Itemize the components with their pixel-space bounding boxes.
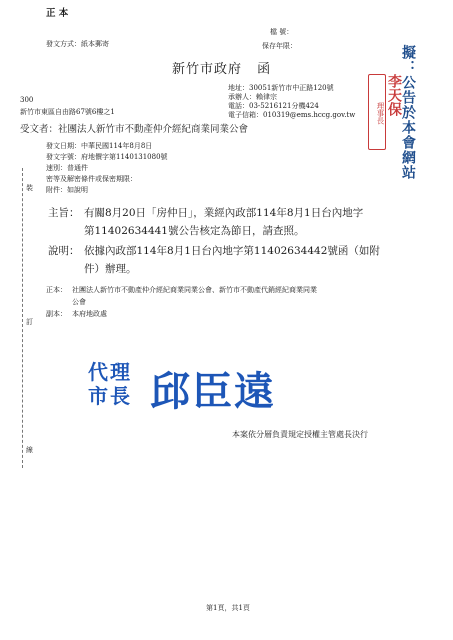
signature-role-top: 代理 xyxy=(88,360,132,384)
signature-name: 邱臣遠 xyxy=(150,369,276,415)
contact-handler: 承辦人：賴律宗 xyxy=(228,93,277,101)
retention-label: 保存年限： xyxy=(262,42,297,50)
explanation-line-2: 件）辦理。 xyxy=(84,263,137,275)
secondary-copy-value: 本府地政處 xyxy=(72,310,107,318)
secondary-copy-label: 副本： xyxy=(46,310,67,318)
page-indicator: 第1頁，共1頁 xyxy=(206,604,250,612)
contact-address: 地址：30051新竹市中正路120號 xyxy=(228,84,334,92)
recipient-zip: 300 xyxy=(20,96,34,104)
contact-email: 電子信箱：010319@ems.hccg.gov.tw xyxy=(228,111,356,119)
binding-mark-xian: 線 xyxy=(26,446,33,454)
org-name: 新竹市政府 xyxy=(172,62,243,77)
recipient-name: 社團法人新竹市不動產仲介經紀商業同業公會 xyxy=(58,124,249,135)
secrecy: 密等及解密條件或保密期限： xyxy=(46,175,137,183)
doc-type: 函 xyxy=(257,62,272,77)
explanation-label: 說明： xyxy=(48,245,80,257)
authorization-note: 本案依分層負責規定授權主管處長決行 xyxy=(232,430,368,439)
binding-mark-zhuang: 裝 xyxy=(26,184,33,192)
attachment: 附件：如說明 xyxy=(46,186,88,194)
recipient-label: 受文者： xyxy=(20,124,59,135)
speed: 速別：普通件 xyxy=(46,164,88,172)
binding-line xyxy=(22,168,23,468)
org-title xyxy=(172,58,271,77)
signature-role-bottom: 市長 xyxy=(88,384,132,408)
issue-number: 發文字號：府地價字第1140131080號 xyxy=(46,153,168,161)
issue-date: 發文日期：中華民國114年8月8日 xyxy=(46,142,153,150)
main-copy-label: 正本： xyxy=(46,286,67,294)
file-number-label: 檔 號： xyxy=(270,28,294,36)
subject-label: 主旨： xyxy=(48,207,80,219)
explanation-line-1: 依據內政部114年8月1日台內地字第11402634442號函（如附 xyxy=(84,245,380,257)
recipient-street: 新竹市東區自由路67號6樓之1 xyxy=(20,108,115,116)
manager-title-stamp: 理事長 xyxy=(368,74,386,150)
delivery-method: 發文方式：紙本郵寄 xyxy=(46,40,109,48)
subject-line-2: 第11402634441號公告核定為節日，請查照。 xyxy=(84,225,305,237)
main-copy-line-1: 社團法人新竹市不動產仲介經紀商業同業公會、新竹市不動產代銷經紀商業同業 xyxy=(72,286,317,294)
contact-phone: 電話：03-5216121分機424 xyxy=(228,102,319,110)
binding-mark-ding: 訂 xyxy=(26,318,33,326)
subject-line-1: 有關8月20日「房仲日」，業經內政部114年8月1日台內地字 xyxy=(84,207,364,219)
recipient-line xyxy=(20,124,248,136)
received-note: 擬：公告於本會網站 xyxy=(400,45,416,180)
main-copy-line-2: 公會 xyxy=(72,298,86,306)
copy-label: 正 本 xyxy=(46,8,69,19)
